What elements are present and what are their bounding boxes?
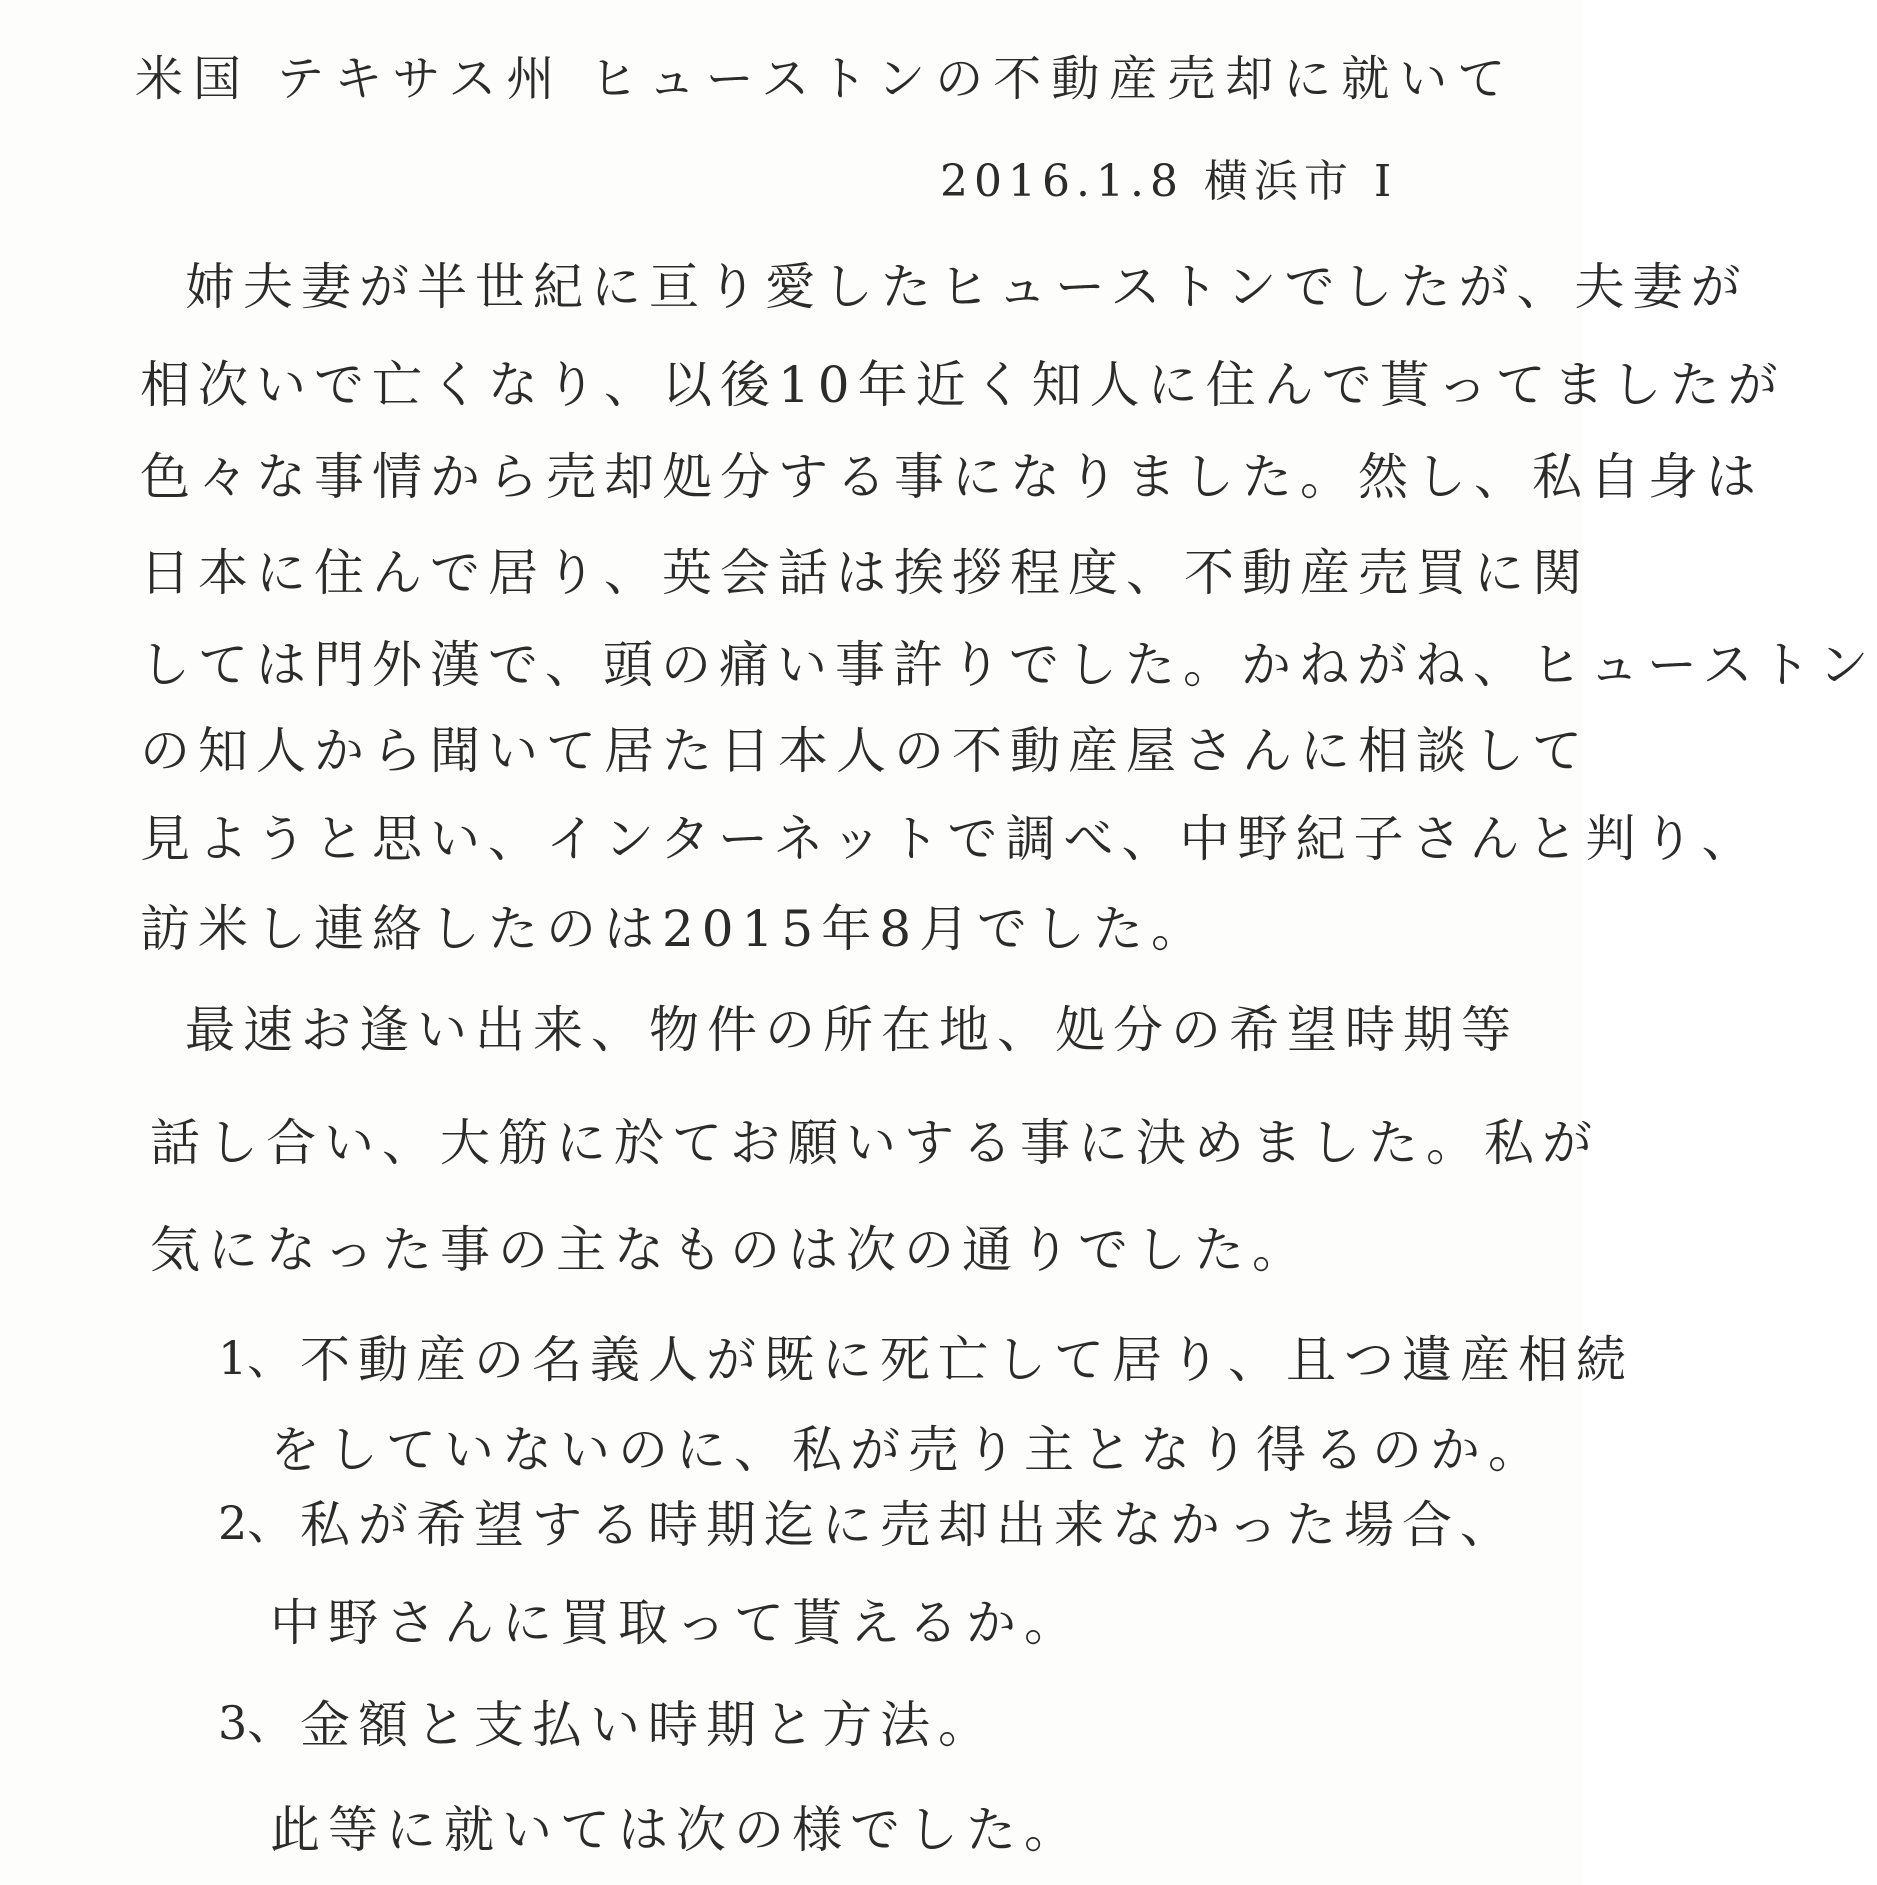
list-item-number: 2、 [218,1496,294,1550]
paragraph1-line: 色々な事情から売却処分する事になりました。然し、私自身は [140,448,1764,506]
date-author: 2016.1.8 横浜市 I [940,156,1398,207]
paragraph2-line: 最速お逢い出来、物件の所在地、処分の希望時期等 [185,1001,1519,1059]
closing-line: 此等に就いては次の様でした。 [270,1801,1082,1859]
paragraph1-line: の知人から聞いて居た日本人の不動産屋さんに相談して [140,722,1590,780]
paragraph1-line: 相次いで亡くなり、以後10年近く知人に住んで貰ってましたが [140,356,1786,414]
paragraph2-line: 気になった事の主なものは次の通りでした。 [150,1221,1310,1279]
paragraph1-line: 訪米し連絡したのは2015年8月でした。 [140,900,1210,958]
list-item-line: 金額と支払い時期と方法。 [300,1696,996,1754]
paragraph1-line: しては門外漢で、頭の痛い事許りでした。かねがね、ヒューストン [140,636,1877,694]
paragraph1-line: 姉夫妻が半世紀に亘り愛したヒューストンでしたが、夫妻が [185,258,1749,316]
list-item-number: 3、 [218,1696,294,1750]
letter-title: 米国 テキサス州 ヒューストンの不動産売却に就いて [135,51,1516,107]
paragraph1-line: 見ようと思い、インターネットで調べ、中野紀子さんと判り、 [140,810,1760,868]
list-item-line: 私が希望する時期迄に売却出来なかった場合、 [300,1496,1518,1554]
list-item-line: 中野さんに買取って貰えるか。 [270,1594,1082,1652]
list-item-line: をしていないのに、私が売り主となり得るのか。 [270,1421,1546,1479]
paragraph1-line: 日本に住んで居り、英会話は挨拶程度、不動産売買に関 [140,544,1590,602]
list-item-number: 1、 [218,1331,294,1385]
paragraph2-line: 話し合い、大筋に於てお願いする事に決めました。私が [150,1114,1600,1172]
list-item-line: 不動産の名義人が既に死亡して居り、且つ遺産相続 [300,1331,1634,1389]
